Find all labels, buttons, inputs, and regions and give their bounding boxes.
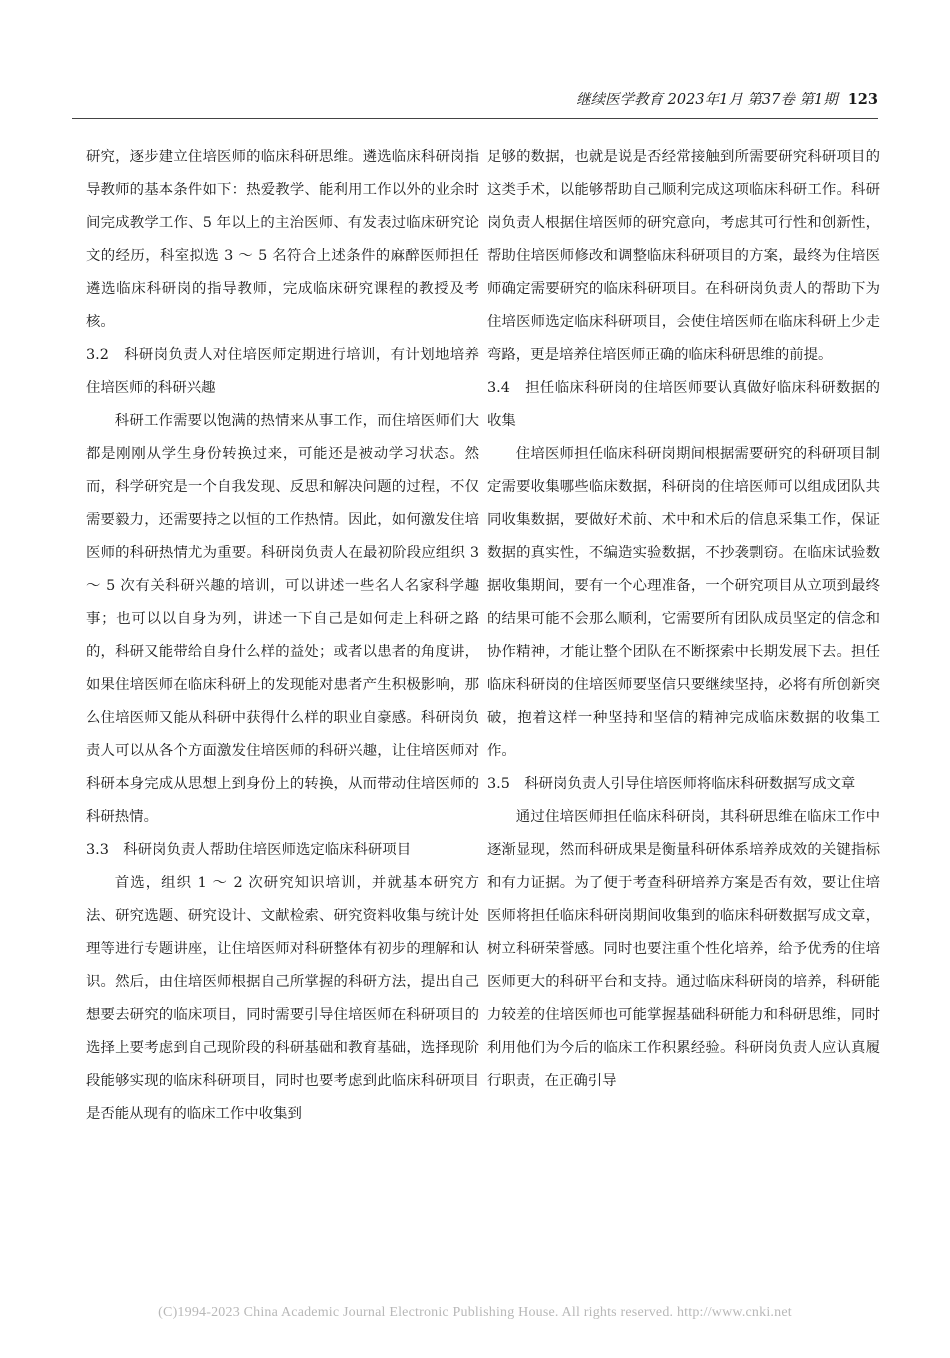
- paragraph: 通过住培医师担任临床科研岗，其科研思维在临床工作中逐渐显现，然而科研成果是衡量科研体系培养成效的关键指标和有力证据。为了便于考查科研培养方案是否有效，要让住培医师将担任临床科研岗期间收集到的临床科研数据写成文章，树立科研荣誉感。同时也要注重个性化培养，给予优秀的住培医师更大的科研平台和支持。通过临床科研岗的培养，科研能力较差的住培医师也可能掌握基础科研能力和科研思维，同时利用他们为今后的临床工作积累经验。科研岗负责人应认真履行职责，在正确引导: [487, 809, 880, 1089]
- section-heading-3-3: 3.3 科研岗负责人帮助住培医师选定临床科研项目: [86, 842, 412, 858]
- page-number: 123: [847, 91, 878, 108]
- header-rule: [72, 118, 878, 119]
- journal-citation: 继续医学教育 2023年1月 第37卷 第1期: [576, 92, 838, 108]
- section-heading-3-2: 3.2 科研岗负责人对住培医师定期进行培训，有计划地培养住培医师的科研兴趣: [86, 347, 479, 396]
- running-header: [576, 89, 878, 111]
- paragraph-continued: 研究，逐步建立住培医师的临床科研思维。遴选临床科研岗指导教师的基本条件如下：热爱教学、能利用工作以外的业余时间完成教学工作、5 年以上的主治医师、有发表过临床研究论文的经历，科室拟选 3 ～ 5 名符合上述条件的麻醉医师担任遴选临床科研岗的指导教师，完成临床研究课程的教授及考核。: [86, 149, 479, 330]
- paragraph: 住培医师担任临床科研岗期间根据需要研究的科研项目制定需要收集哪些临床数据，科研岗的住培医师可以组成团队共同收集数据，要做好术前、术中和术后的信息采集工作，保证数据的真实性，不编造实验数据，不抄袭剽窃。在临床试验数据收集期间，要有一个心理准备，一个研究项目从立项到最终的结果可能不会那么顺利，它需要所有团队成员坚定的信念和协作精神，才能让整个团队在不断探索中长期发展下去。担任临床科研岗的住培医师要坚信只要继续坚持，必将有所创新突破，抱着这样一种坚持和坚信的精神完成临床数据的收集工作。: [487, 446, 880, 759]
- copyright-footer: (C)1994-2023 China Academic Journal Electronic Publishing House. All rights reserved. http://www.cnki.net: [158, 1305, 792, 1320]
- paragraph-continued: 足够的数据，也就是说是否经常接触到所需要研究科研项目的这类手术，以能够帮助自己顺利完成这项临床科研工作。科研岗负责人根据住培医师的研究意向，考虑其可行性和创新性，帮助住培医师修改和调整临床科研项目的方案，最终为住培医师确定需要研究的临床科研项目。在科研岗负责人的帮助下为住培医师选定临床科研项目，会使住培医师在临床科研上少走弯路，更是培养住培医师正确的临床科研思维的前提。: [487, 149, 880, 363]
- section-heading-3-5: 3.5 科研岗负责人引导住培医师将临床科研数据写成文章: [487, 776, 856, 792]
- left-column: [86, 141, 479, 1131]
- paragraph: 科研工作需要以饱满的热情来从事工作，而住培医师们大都是刚刚从学生身份转换过来，可能还是被动学习状态。然而，科学研究是一个自我发现、反思和解决问题的过程，不仅需要毅力，还需要持之以恒的工作热情。因此，如何激发住培医师的科研热情尤为重要。科研岗负责人在最初阶段应组织 3 ～ 5 次有关科研兴趣的培训，可以讲述一些名人名家科学趣事；也可以以自身为列，讲述一下自己是如何走上科研之路的，科研又能带给自身什么样的益处；或者以患者的角度讲，如果住培医师在临床科研上的发现能对患者产生积极影响，那么住培医师又能从科研中获得什么样的职业自豪感。科研岗负责人可以从各个方面激发住培医师的科研兴趣，让住培医师对科研本身完成从思想上到身份上的转换，从而带动住培医师的科研热情。: [86, 413, 479, 825]
- right-column: [487, 141, 880, 1098]
- section-heading-3-4: 3.4 担任临床科研岗的住培医师要认真做好临床科研数据的收集: [487, 380, 880, 429]
- paragraph: 首选，组织 1 ～ 2 次研究知识培训，并就基本研究方法、研究选题、研究设计、文献检索、研究资料收集与统计处理等进行专题讲座，让住培医师对科研整体有初步的理解和认识。然后，由住培医师根据自己所掌握的科研方法，提出自己想要去研究的临床项目，同时需要引导住培医师在科研项目的选择上要考虑到自己现阶段的科研基础和教育基础，选择现阶段能够实现的临床科研项目，同时也要考虑到此临床科研项目是否能从现有的临床工作中收集到: [86, 875, 479, 1122]
